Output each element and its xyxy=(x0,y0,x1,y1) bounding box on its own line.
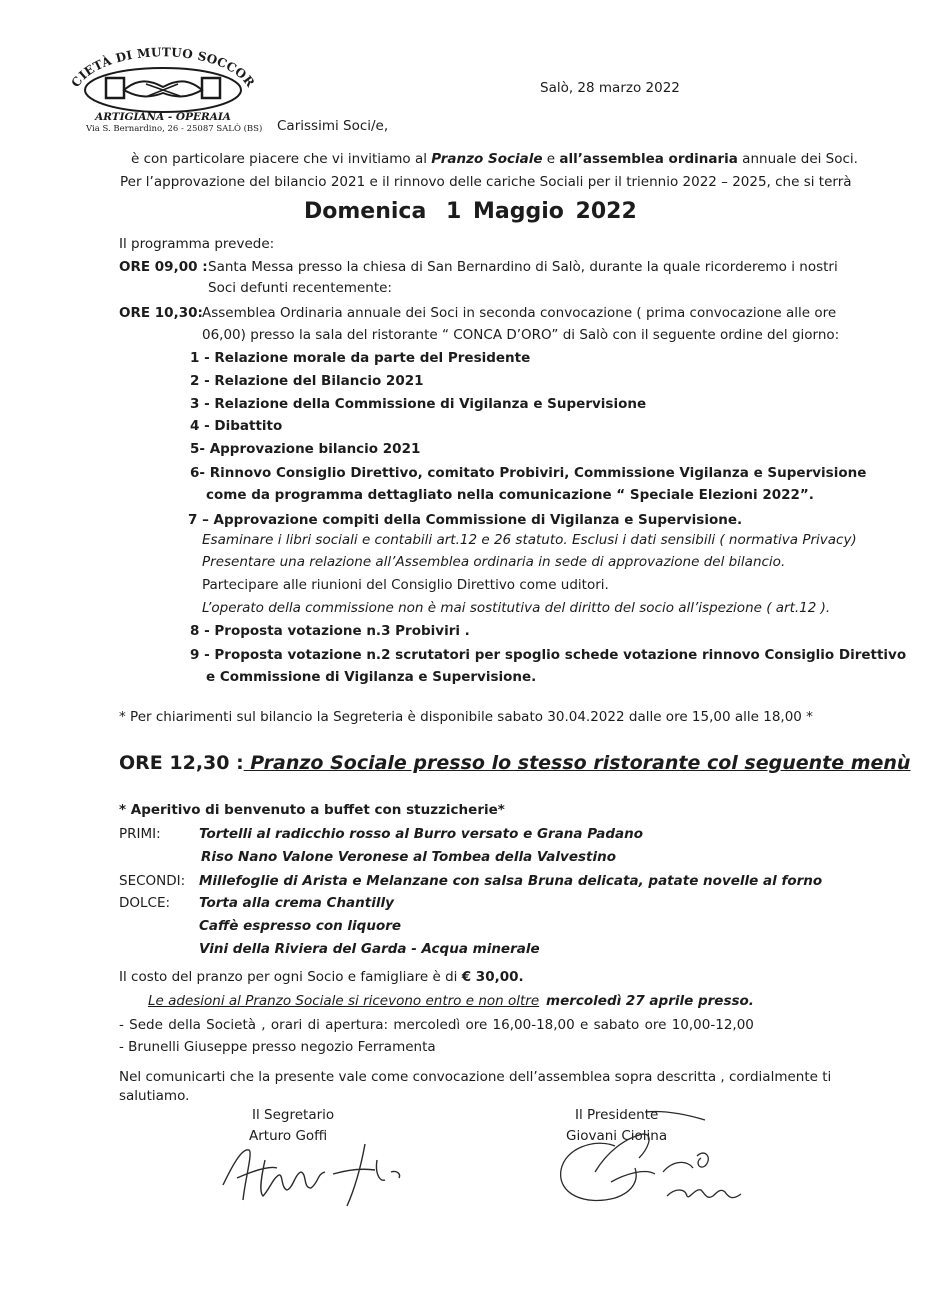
menu-dolce-label: DOLCE: xyxy=(119,895,171,911)
balance-note: * Per chiarimenti sul bilancio la Segreteria è disponibile sabato 30.04.2022 dalle ore 15,00 alle 18,00 * xyxy=(119,709,813,725)
agenda-item-3: 3 - Relazione della Commissione di Vigilanza e Supervisione xyxy=(190,396,647,412)
lunch-time: ORE 12,30 : xyxy=(119,752,244,774)
agenda-item-7-task-1: Esaminare i libri sociali e contabili art.12 e 26 statuto. Esclusi i dati sensibili ( normativa Privacy) xyxy=(202,532,857,548)
president-role: Il Presidente xyxy=(575,1107,659,1123)
assembly-line-1: Assemblea Ordinaria annuale dei Soci in seconda convocazione ( prima convocazione alle ore xyxy=(202,305,837,321)
adhesion-point-2: - Brunelli Giuseppe presso negozio Ferramenta xyxy=(119,1039,436,1055)
greeting: Carissimi Soci/e, xyxy=(277,118,389,134)
agenda-item-9-line-1: 9 - Proposta votazione n.2 scrutatori per spoglio schede votazione rinnovo Consiglio Direttivo xyxy=(190,647,907,663)
adhesion-date: mercoledì 27 aprile presso. xyxy=(546,993,754,1009)
agenda-item-8: 8 - Proposta votazione n.3 Probiviri . xyxy=(190,623,470,639)
closing-line-1: Nel comunicarti che la presente vale come convocazione dell’assemblea sopra descritta , cordialmente ti xyxy=(119,1069,832,1085)
lunch-cost-text: Il costo del pranzo per ogni Socio e famigliare è di xyxy=(119,969,462,985)
program-heading: Il programma prevede: xyxy=(119,236,275,252)
lunch-title: Pranzo Sociale presso lo stesso ristorante col seguente menù xyxy=(243,752,911,774)
mass-line-2: Soci defunti recentemente: xyxy=(208,280,392,296)
menu-dolce-3: Vini della Riviera del Garda - Acqua minerale xyxy=(199,941,540,957)
menu-primi-2: Riso Nano Valone Veronese al Tombea della Valvestino xyxy=(201,849,616,865)
intro-line-2: Per l’approvazione del bilancio 2021 e il rinnovo delle cariche Sociali per il triennio 2022 – 2025, che si terrà xyxy=(120,174,852,190)
agenda-item-7-task-3: Partecipare alle riunioni del Consiglio Direttivo come uditori. xyxy=(202,577,609,593)
agenda-item-7-task-2: Presentare una relazione all’Assemblea ordinaria in sede di approvazione del bilancio. xyxy=(202,554,786,570)
agenda-item-6-line-2: come da programma dettagliato nella comunicazione “ Speciale Elezioni 2022”. xyxy=(206,487,814,503)
agenda-item-2: 2 - Relazione del Bilancio 2021 xyxy=(190,373,424,389)
president-signature xyxy=(555,1108,755,1218)
lunch-cost xyxy=(119,969,524,985)
menu-primi-1: Tortelli al radicchio rosso al Burro versato e Grana Padano xyxy=(199,826,644,842)
agenda-item-9-line-2: e Commissione di Vigilanza e Supervisione. xyxy=(206,669,537,685)
intro-assembly: all’assemblea ordinaria xyxy=(559,151,738,167)
event-day: Domenica xyxy=(304,199,427,224)
intro-end: annuale dei Soci. xyxy=(737,151,858,167)
agenda-item-6-line-1: 6- Rinnovo Consiglio Direttivo, comitato Probiviri, Commissione Vigilanza e Supervisione xyxy=(190,465,867,481)
menu-dolce-1: Torta alla crema Chantilly xyxy=(199,895,394,911)
adhesion-point-1: - Sede della Società , orari di apertura: mercoledì ore 16,00-18,00 e sabato ore 10,00-12,00 xyxy=(119,1017,754,1033)
time-0900: ORE 09,00 : xyxy=(119,259,208,275)
event-date: 1 Maggio 2022 xyxy=(446,199,637,224)
menu-dolce-2: Caffè espresso con liquore xyxy=(199,918,402,934)
agenda-item-7: 7 – Approvazione compiti della Commissione di Vigilanza e Supervisione. xyxy=(188,512,743,528)
intro-text: è con particolare piacere che vi invitiamo al xyxy=(131,151,432,167)
agenda-item-5: 5- Approvazione bilancio 2021 xyxy=(190,441,421,457)
agenda-item-1: 1 - Relazione morale da parte del Presidente xyxy=(190,350,531,366)
agenda-item-7-task-4: L’operato della commissione non è mai sostitutiva del diritto del socio all’ispezione ( art.12 ). xyxy=(202,600,831,616)
society-logo xyxy=(68,40,263,140)
svg-text:SOCIETÀ DI MUTUO SOCCORSO: CIETÀ DI MUTUO SOCCOR xyxy=(68,45,258,90)
mass-line-1: Santa Messa presso la chiesa di San Bernardino di Salò, durante la quale ricorderemo i nostri xyxy=(208,259,838,275)
menu-primi-label: PRIMI: xyxy=(119,826,161,842)
menu-aperitivo: * Aperitivo di benvenuto a buffet con stuzzicherie* xyxy=(119,802,505,818)
svg-text:ARTIGIANA - OPERAIA: ARTIGIANA - OPERAIA xyxy=(95,111,231,123)
time-1030: ORE 10,30: xyxy=(119,305,203,321)
agenda-item-4: 4 - Dibattito xyxy=(190,418,283,434)
closing-line-2: salutiamo. xyxy=(119,1088,190,1104)
logo-seal-icon xyxy=(68,40,258,124)
place-date: Salò, 28 marzo 2022 xyxy=(540,80,680,96)
intro-pranzo: Pranzo Sociale xyxy=(431,151,543,167)
lunch-heading xyxy=(119,752,910,774)
president-name: Giovani Ciolina xyxy=(566,1128,668,1144)
society-address: Via S. Bernardino, 26 - 25087 SALÒ (BS) xyxy=(86,124,263,134)
secretary-role: Il Segretario xyxy=(252,1107,335,1123)
assembly-line-2: 06,00) presso la sala del ristorante “ CONCA D’ORO” di Salò con il seguente ordine del giorno: xyxy=(202,327,840,343)
lunch-cost-amount: € 30,00. xyxy=(461,969,524,985)
menu-secondi-1: Millefoglie di Arista e Melanzane con salsa Bruna delicata, patate novelle al forno xyxy=(199,873,823,889)
intro-line-1 xyxy=(131,151,858,167)
menu-secondi-label: SECONDI: xyxy=(119,873,186,889)
secretary-name: Arturo Goffi xyxy=(249,1128,328,1144)
secretary-signature xyxy=(215,1130,415,1220)
intro-and: e xyxy=(542,151,560,167)
adhesion-text: Le adesioni al Pranzo Sociale si ricevono entro e non oltre xyxy=(148,993,540,1009)
